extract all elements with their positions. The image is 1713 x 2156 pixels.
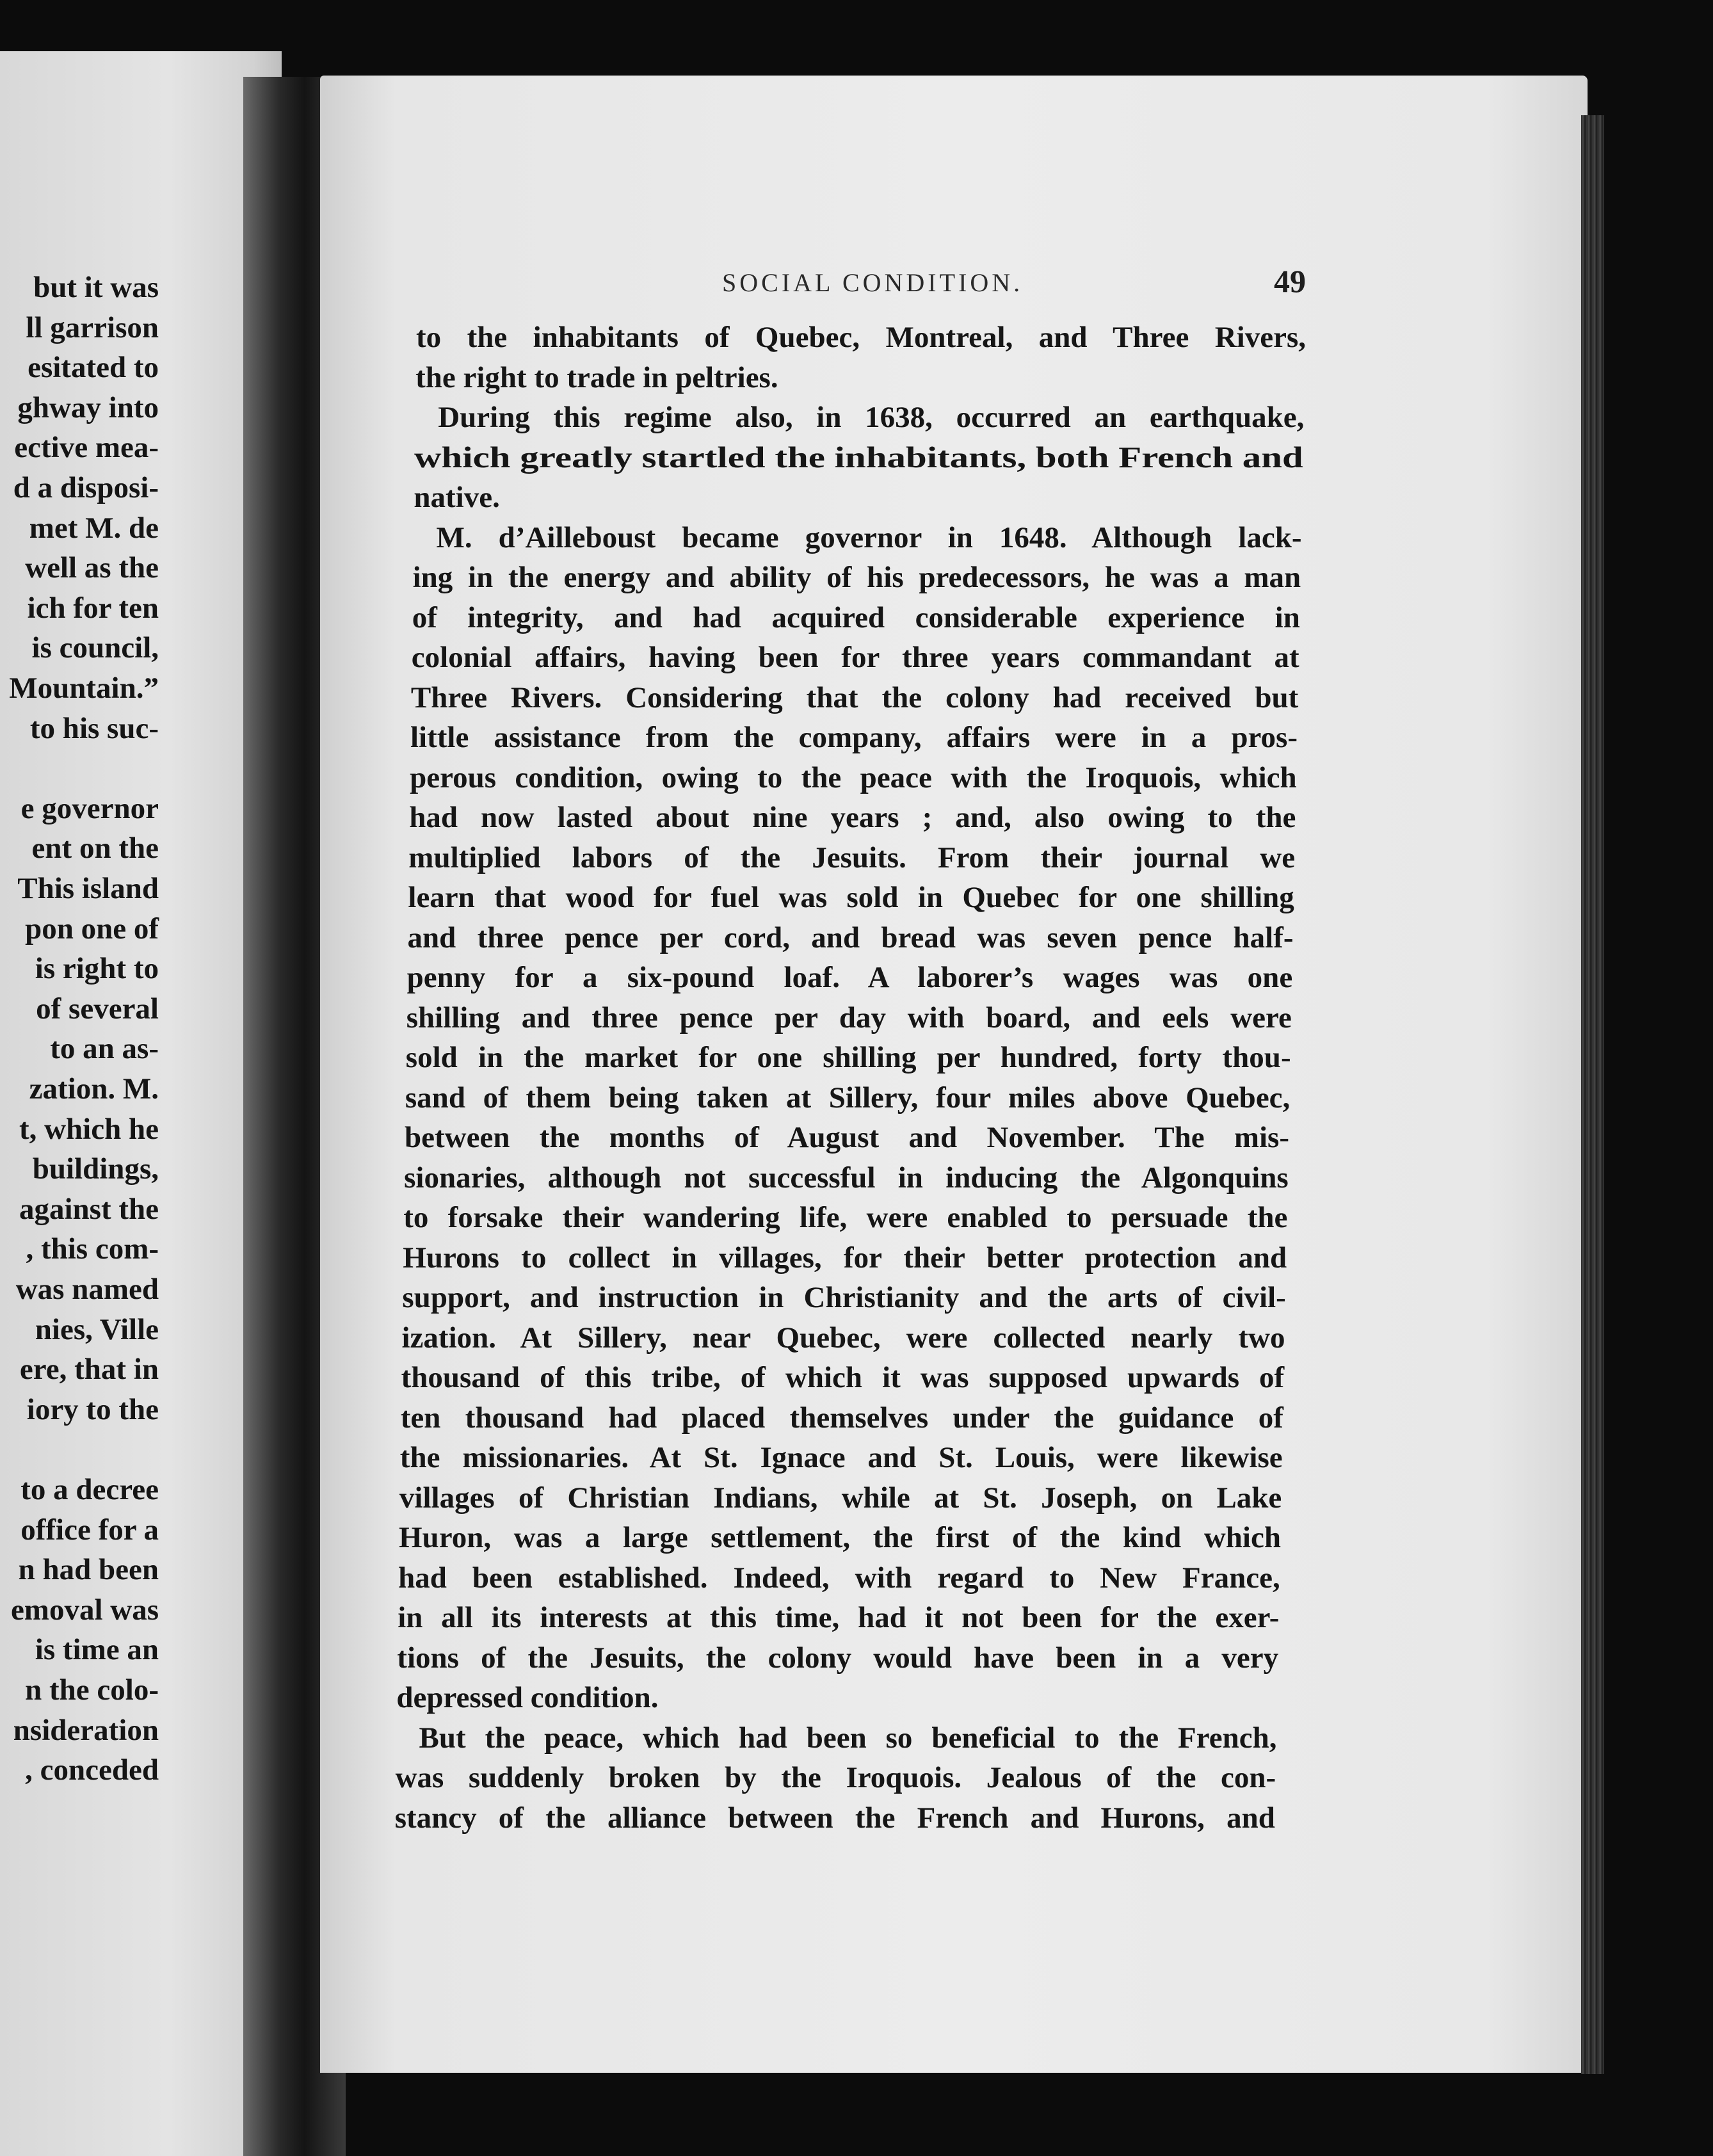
- body-line: ing in the energy and ability of his predecessors, he was a man: [412, 561, 1301, 594]
- body-line: sionaries, although not successful in inducing the Algonquins: [404, 1161, 1289, 1195]
- previous-page-line: ent on the: [31, 832, 159, 865]
- previous-page-line: e governor: [20, 791, 159, 825]
- previous-page-line: well as the: [25, 551, 159, 585]
- body-line: Huron, was a large settlement, the first of the kind which: [399, 1521, 1281, 1554]
- previous-page-line: was named: [15, 1273, 159, 1306]
- previous-page-line: to an as-: [50, 1032, 159, 1066]
- previous-page-line: zation. M.: [29, 1072, 159, 1106]
- previous-page-line: , conceded: [25, 1753, 159, 1787]
- body-line: ten thousand had placed themselves under the guidance of: [400, 1401, 1283, 1435]
- previous-page-line: t, which he: [19, 1112, 159, 1146]
- previous-page-line: against the: [19, 1192, 159, 1226]
- body-line: of integrity, and had acquired considerable experience in: [412, 600, 1300, 634]
- body-line: little assistance from the company, affairs were in a pros-: [410, 721, 1298, 754]
- previous-page-line: ghway into: [17, 390, 159, 424]
- previous-page-line: but it was: [33, 271, 159, 304]
- body-line: perous condition, owing to the peace with the Iroquois, which: [410, 760, 1297, 794]
- body-line: and three pence per cord, and bread was seven pence half-: [407, 921, 1294, 954]
- previous-page-line: to his suc-: [29, 711, 159, 745]
- previous-page-line: This island: [17, 872, 159, 905]
- previous-page-line: nies, Ville: [35, 1312, 159, 1346]
- page-edges: [1581, 115, 1604, 2074]
- previous-page-line: n the colo-: [25, 1673, 159, 1707]
- body-line: multiplied labors of the Jesuits. From their journal we: [408, 841, 1296, 874]
- body-line: penny for a six-pound loaf. A laborer’s wages was one: [406, 961, 1293, 994]
- previous-page: [0, 51, 282, 2156]
- body-line: between the months of August and November. The mis-: [405, 1121, 1289, 1154]
- previous-page-line: is council,: [31, 631, 159, 665]
- previous-page-line: pon one of: [25, 912, 159, 945]
- body-line: to the inhabitants of Quebec, Montreal, and Three Rivers,: [416, 321, 1306, 354]
- previous-page-line: Mountain.”: [9, 672, 159, 705]
- body-line: which greatly startled the inhabitants, both French and: [414, 440, 1304, 474]
- previous-page-line: esitated to: [28, 351, 159, 385]
- body-line: had now lasted about nine years ; and, also owing to the: [409, 801, 1296, 834]
- body-line: villages of Christian Indians, while at St. Joseph, on Lake: [399, 1481, 1282, 1515]
- previous-page-line: to a decree: [20, 1473, 159, 1506]
- previous-page-line: ll garrison: [26, 310, 159, 344]
- previous-page-line: ective mea-: [14, 431, 159, 465]
- previous-page-line: met M. de: [29, 511, 159, 545]
- previous-page-line: ich for ten: [27, 591, 159, 625]
- body-line: sold in the market for one shilling per hundred, forty thou-: [405, 1041, 1291, 1074]
- body-line: Three Rivers. Considering that the colony had received but: [410, 680, 1299, 714]
- previous-page-line: nsideration: [13, 1713, 159, 1747]
- previous-page-line: iory to the: [26, 1392, 159, 1426]
- body-line: tions of the Jesuits, the colony would have been in a very: [397, 1641, 1279, 1675]
- body-line: native.: [414, 481, 500, 514]
- body-line: to forsake their wandering life, were enabled to persuade the: [403, 1201, 1288, 1234]
- previous-page-line: , this com-: [26, 1232, 159, 1266]
- previous-page-line: d a disposi-: [13, 471, 159, 504]
- previous-page-line: n had been: [18, 1553, 159, 1587]
- previous-page-line: office for a: [20, 1513, 159, 1547]
- body-line: stancy of the alliance between the French and Hurons, and: [394, 1801, 1275, 1835]
- body-line: sand of them being taken at Sillery, four miles above Quebec,: [405, 1081, 1291, 1114]
- previous-page-line: buildings,: [32, 1152, 159, 1186]
- body-line: learn that wood for fuel was sold in Quebec for one shilling: [408, 881, 1294, 914]
- body-line: Hurons to collect in villages, for their better protection and: [403, 1241, 1287, 1275]
- body-line: M. d’Ailleboust became governor in 1648. Although lack-: [436, 520, 1302, 554]
- body-line: in all its interests at this time, had it not been for the exer-: [398, 1601, 1280, 1634]
- body-line: had been established. Indeed, with regard to New France,: [398, 1561, 1280, 1595]
- previous-page-line: is time an: [35, 1633, 159, 1667]
- body-line: the missionaries. At St. Ignace and St. Louis, were likewise: [399, 1441, 1283, 1474]
- body-line: depressed condition.: [396, 1681, 659, 1714]
- body-line: shilling and three pence per day with board, and eels were: [406, 1001, 1292, 1034]
- body-line: During this regime also, in 1638, occurred an earthquake,: [438, 401, 1305, 434]
- previous-page-line: is right to: [35, 952, 159, 986]
- body-line: colonial affairs, having been for three years commandant at: [411, 641, 1299, 674]
- body-line: support, and instruction in Christianity and the arts of civil-: [402, 1281, 1286, 1314]
- running-head: SOCIAL CONDITION.: [722, 268, 1024, 297]
- body-line: the right to trade in peltries.: [415, 360, 778, 394]
- body-line: was suddenly broken by the Iroquois. Jealous of the con-: [395, 1761, 1276, 1794]
- previous-page-line: emoval was: [10, 1593, 159, 1627]
- body-line: thousand of this tribe, of which it was supposed upwards of: [401, 1361, 1285, 1394]
- page-number: 49: [1274, 263, 1306, 299]
- body-line: ization. At Sillery, near Quebec, were collected nearly two: [401, 1321, 1285, 1355]
- body-line: But the peace, which had been so beneficial to the French,: [419, 1721, 1277, 1755]
- previous-page-line: of several: [36, 992, 159, 1026]
- previous-page-line: ere, that in: [19, 1353, 159, 1387]
